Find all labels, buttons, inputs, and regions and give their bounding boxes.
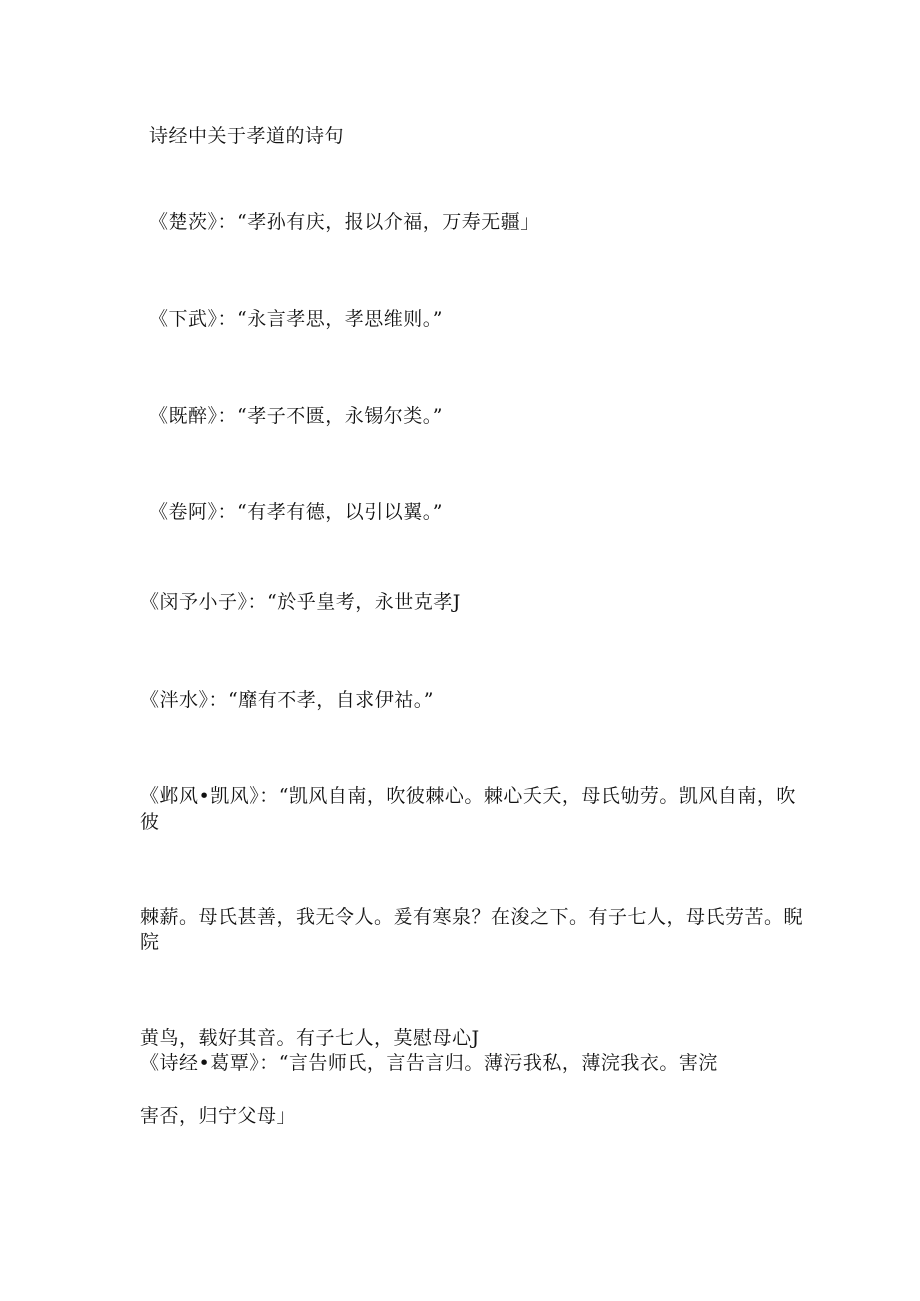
- poem-line-minyu-xiaozi: 《闵予小子》：“於乎皇考，永世克孝J: [140, 591, 461, 613]
- poem-line-juanea: 《卷阿》：“有孝有德，以引以翼。”: [149, 501, 443, 523]
- poem-line-xiawu: 《下武》：“永言孝思，孝思维则。”: [149, 308, 443, 330]
- poem-line-chuci: 《楚茨》：“孝孙有庆，报以介福，万寿无疆」: [149, 211, 540, 233]
- page-title: 诗经中关于孝道的诗句: [149, 125, 345, 147]
- poem-line-getan-part2: 害否，归宁父母」: [140, 1105, 297, 1127]
- poem-line-getan-part1: 《诗经•葛覃》：“言告师氏，言告言归。薄污我私，薄浣我衣。害浣: [140, 1052, 718, 1074]
- poem-line-kaifeng-part2: 彼: [140, 811, 160, 833]
- poem-line-kaifeng-part3: 棘薪。母氏甚善，我无令人。爰有寒泉？在浚之下。有子七人，母氏劳苦。睨: [140, 906, 804, 928]
- poem-line-jizui: 《既醉》：“孝子不匮，永锡尔类。”: [149, 405, 443, 427]
- poem-line-kaifeng-part4: 院: [140, 931, 160, 953]
- poem-line-kaifeng-part5: 黄鸟，载好其音。有子七人，莫慰母心J: [140, 1027, 480, 1049]
- poem-line-panshui: 《泮水》：“靡有不孝，自求伊祜。”: [140, 689, 434, 711]
- poem-line-kaifeng-part1: 《邺风•凯风》：“凯风自南，吹彼棘心。棘心夭夭，母氏劬劳。凯风自南，吹: [140, 785, 796, 807]
